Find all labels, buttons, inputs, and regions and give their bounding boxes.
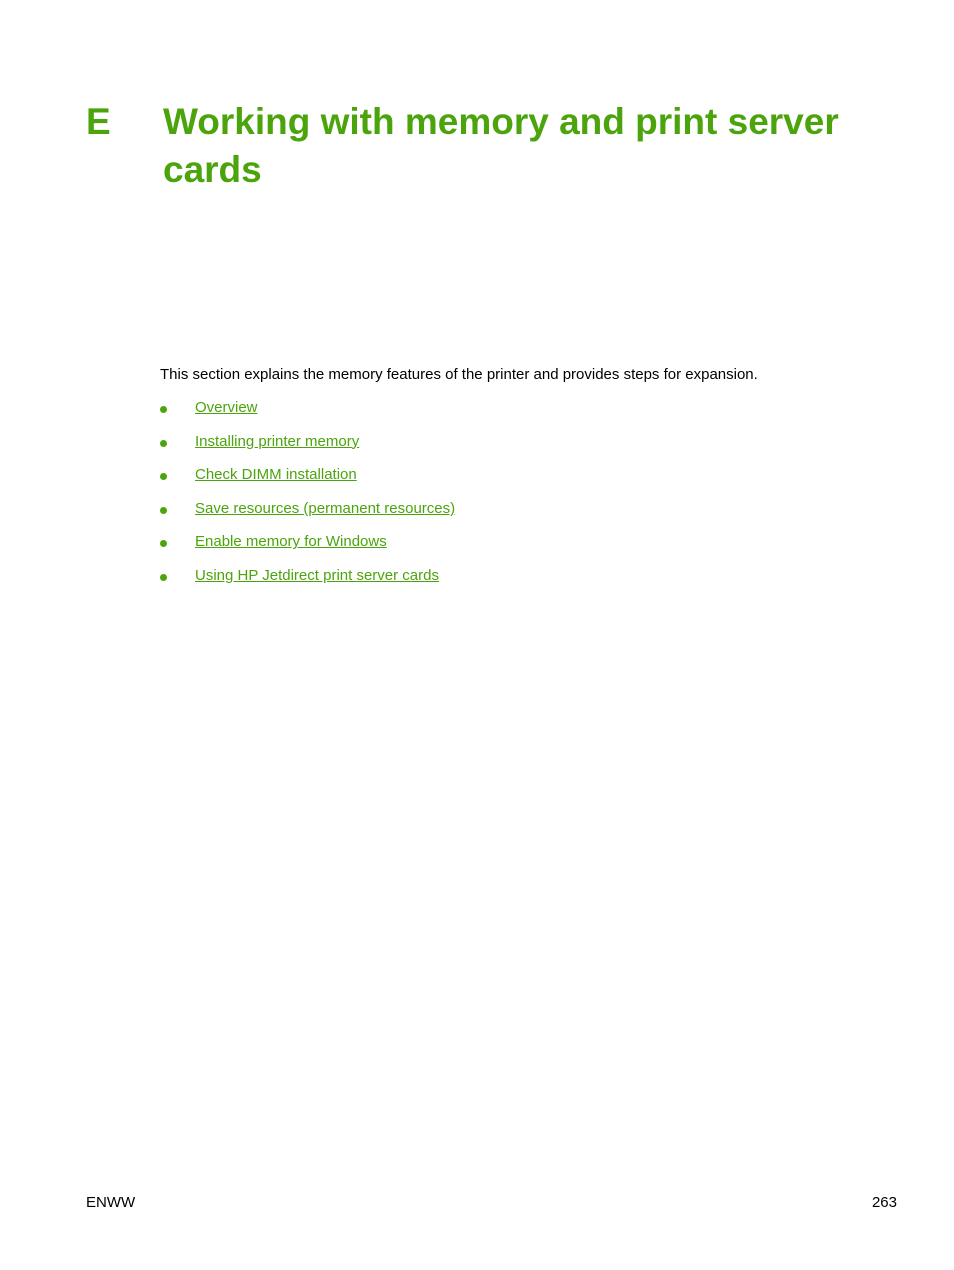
link-installing-printer-memory[interactable]: Installing printer memory bbox=[195, 432, 360, 450]
link-check-dimm-installation[interactable]: Check DIMM installation bbox=[195, 466, 357, 484]
chapter-title: Working with memory and print server cards bbox=[163, 101, 839, 190]
bullet-icon bbox=[160, 507, 167, 514]
page-number: 263 bbox=[871, 1194, 897, 1211]
footer-label: ENWW bbox=[86, 1194, 136, 1211]
bullet-icon bbox=[160, 574, 167, 581]
bullet-icon bbox=[160, 540, 167, 547]
bullet-icon bbox=[160, 406, 167, 413]
link-overview[interactable]: Overview bbox=[195, 399, 258, 416]
link-enable-memory-for-windows[interactable]: Enable memory for Windows bbox=[195, 533, 387, 551]
bullet-icon bbox=[160, 440, 167, 447]
link-save-resources[interactable]: Save resources (permanent resources) bbox=[195, 499, 456, 517]
bullet-icon bbox=[160, 473, 167, 480]
link-jetdirect-print-server-cards[interactable]: Using HP Jetdirect print server cards bbox=[195, 566, 439, 584]
intro-paragraph: This section explains the memory features of the printer and provides steps for expansion. bbox=[160, 366, 758, 383]
chapter-letter: E bbox=[86, 101, 111, 142]
